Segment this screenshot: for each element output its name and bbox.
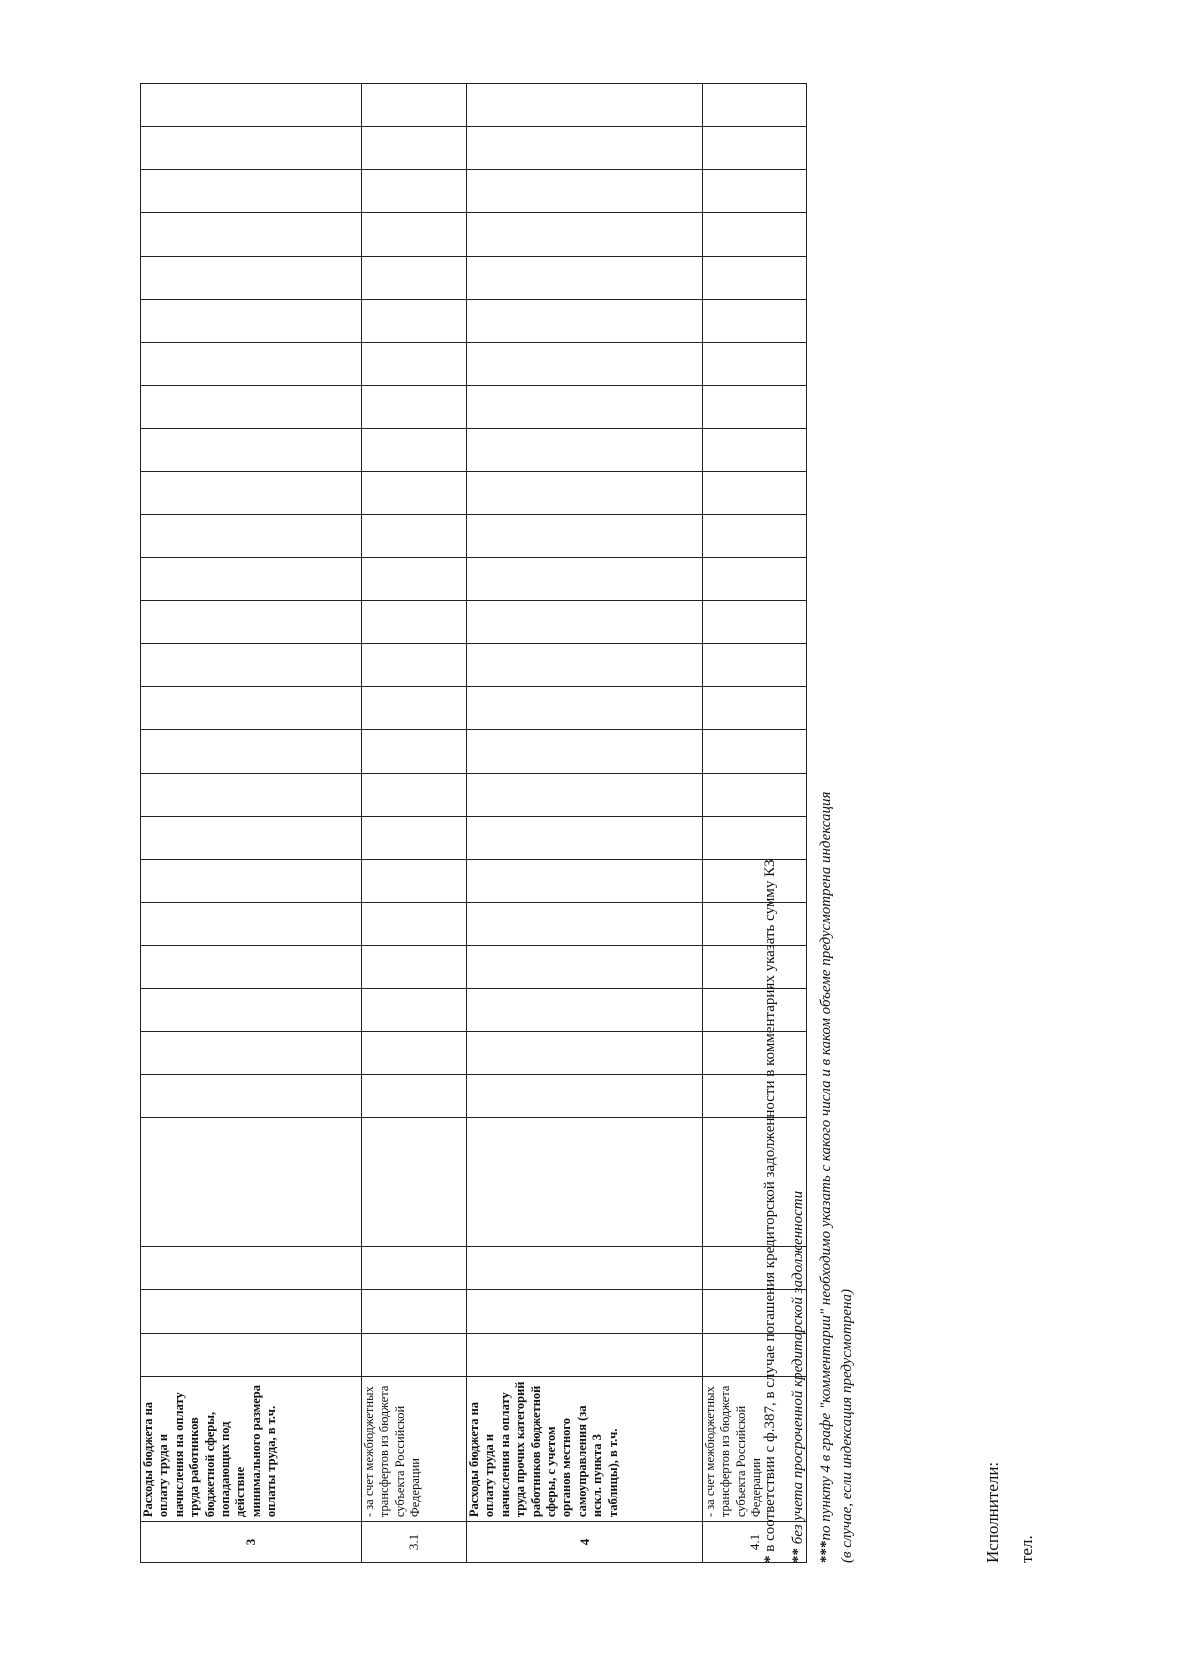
- empty-cell: [362, 773, 467, 816]
- empty-cell: [141, 558, 362, 601]
- footnote-mark: ***: [818, 1540, 834, 1563]
- empty-cell: [467, 1031, 703, 1074]
- empty-cell: [362, 1075, 467, 1118]
- empty-cell: [362, 84, 467, 127]
- empty-cell: [362, 299, 467, 342]
- footnote-mark: **: [790, 1548, 806, 1563]
- empty-cell: [141, 1031, 362, 1074]
- table-row: [141, 84, 362, 1563]
- footnote-text: по пункту 4 в графе "комментарии" необходимо указать с какого числа и в каком объеме предусмотрена индексация: [818, 791, 834, 1541]
- empty-cell: [141, 342, 362, 385]
- empty-cell: [141, 385, 362, 428]
- footnote-continuation: (в случае, если индексация предусмотрена): [839, 1289, 855, 1563]
- row-number: 3.1: [362, 1522, 467, 1563]
- empty-cell: [467, 945, 703, 988]
- signature-block: [980, 1462, 1048, 1563]
- empty-cell: [467, 1333, 703, 1376]
- empty-cell: [141, 1290, 362, 1333]
- empty-cell: [362, 816, 467, 859]
- empty-cell: [362, 945, 467, 988]
- empty-cell: [141, 84, 362, 127]
- empty-cell: [362, 601, 467, 644]
- empty-cell: [141, 945, 362, 988]
- row-number: 4: [467, 1522, 703, 1563]
- empty-cell: [467, 988, 703, 1031]
- empty-cell: [362, 1333, 467, 1376]
- empty-cell: [467, 601, 703, 644]
- empty-cell: [141, 1075, 362, 1118]
- empty-cell: [467, 1075, 703, 1118]
- row-label: - за счет межбюджетных трансфертов из бюджета субъекта Российской Федерации: [703, 1376, 807, 1521]
- empty-cell: [362, 1118, 467, 1247]
- empty-cell: [467, 816, 703, 859]
- empty-cell: [467, 902, 703, 945]
- footnote-text: без учета просроченной кредиторской задолженности: [790, 1190, 806, 1545]
- footnote-text: в соответствии с ф.387, в случае погашения кредиторской задолженности в комментариях указать сумму КЗ: [762, 859, 778, 1552]
- empty-cell: [141, 816, 362, 859]
- empty-cell: [362, 730, 467, 773]
- empty-cell: [141, 730, 362, 773]
- empty-cell: [467, 1247, 703, 1290]
- table-row: [467, 84, 703, 1563]
- empty-cell: [141, 428, 362, 471]
- empty-cell: [362, 558, 467, 601]
- empty-cell: [467, 428, 703, 471]
- empty-cell: [141, 687, 362, 730]
- empty-cell: [362, 471, 467, 514]
- empty-cell: [362, 170, 467, 213]
- empty-cell: [362, 859, 467, 902]
- empty-cell: [141, 256, 362, 299]
- empty-cell: [467, 127, 703, 170]
- phone-label: тел.: [1017, 1535, 1036, 1563]
- empty-cell: [141, 299, 362, 342]
- empty-cell: [362, 988, 467, 1031]
- empty-cell: [141, 471, 362, 514]
- empty-cell: [362, 342, 467, 385]
- empty-cell: [467, 385, 703, 428]
- empty-cell: [467, 644, 703, 687]
- empty-cell: [362, 687, 467, 730]
- empty-cell: [362, 256, 467, 299]
- footnotes: [760, 83, 865, 1563]
- empty-cell: [362, 1247, 467, 1290]
- empty-cell: [362, 902, 467, 945]
- empty-cell: [362, 213, 467, 256]
- empty-cell: [467, 213, 703, 256]
- row-label: - за счет межбюджетных трансфертов из бюджета субъекта Российской Федерации: [362, 1376, 467, 1521]
- empty-cell: [141, 127, 362, 170]
- empty-cell: [362, 1290, 467, 1333]
- empty-cell: [362, 428, 467, 471]
- empty-cell: [467, 84, 703, 127]
- row-number: 3: [141, 1522, 362, 1563]
- empty-cell: [141, 1247, 362, 1290]
- empty-cell: [362, 644, 467, 687]
- empty-cell: [467, 1290, 703, 1333]
- executors-label: Исполнители:: [983, 1461, 1002, 1563]
- empty-cell: [362, 127, 467, 170]
- empty-cell: [467, 687, 703, 730]
- empty-cell: [467, 342, 703, 385]
- footnote-3: [816, 83, 858, 1563]
- empty-cell: [141, 601, 362, 644]
- empty-cell: [467, 730, 703, 773]
- empty-cell: [141, 515, 362, 558]
- empty-cell: [141, 1333, 362, 1376]
- empty-cell: [141, 902, 362, 945]
- empty-cell: [362, 515, 467, 558]
- empty-cell: [467, 859, 703, 902]
- empty-cell: [362, 385, 467, 428]
- empty-cell: [141, 170, 362, 213]
- row-number: 4.1: [703, 1522, 807, 1563]
- empty-cell: [141, 773, 362, 816]
- empty-cell: [467, 1118, 703, 1247]
- empty-cell: [141, 1118, 362, 1247]
- footnote-1: [760, 83, 781, 1563]
- empty-cell: [467, 299, 703, 342]
- table-row: [362, 84, 467, 1563]
- empty-cell: [467, 256, 703, 299]
- empty-cell: [141, 644, 362, 687]
- empty-cell: [467, 558, 703, 601]
- empty-cell: [141, 988, 362, 1031]
- empty-cell: [467, 773, 703, 816]
- empty-cell: [141, 859, 362, 902]
- empty-cell: [467, 170, 703, 213]
- row-label: Расходы бюджета на оплату труда и начисления на оплату труда прочих категорий работников бюджетной сферы, с учетом органов местного самоуправления (за искл. пункта 3 таблицы), в т.ч.: [467, 1376, 703, 1521]
- empty-cell: [467, 471, 703, 514]
- footnote-mark: *: [762, 1555, 778, 1563]
- row-label: Расходы бюджета на оплату труда и начисления на оплату труда работников бюджетной сферы, попадающих под действие минимального размера оплаты труда, в т.ч.: [141, 1376, 362, 1521]
- budget-table: [140, 83, 807, 1563]
- empty-cell: [141, 213, 362, 256]
- empty-cell: [467, 515, 703, 558]
- empty-cell: [362, 1031, 467, 1074]
- footnote-2: [788, 83, 809, 1563]
